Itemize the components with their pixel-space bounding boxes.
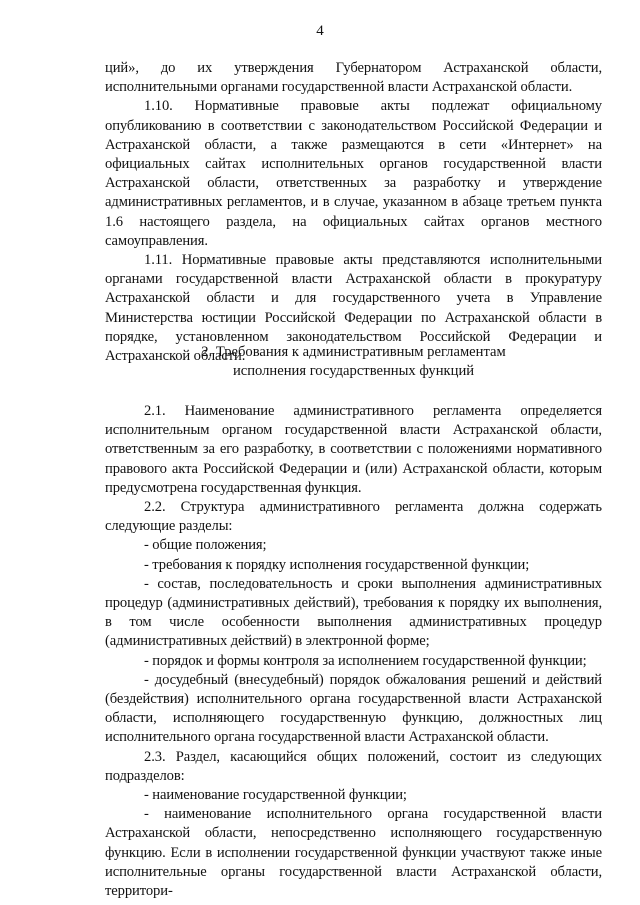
list-item-control: - порядок и формы контроля за исполнением государственной функции; — [144, 652, 587, 669]
paragraph-1-11: 1.11. Нормативные правовые акты представляются исполнительными органами государственной власти Астраханской области в прокуратуру Астраханской области и для государственного учета в Управление Министерства юстиции Российской Федерации по Астраханской области в порядке, установленном законодательством Российской Федерации и Астраханской области. — [105, 252, 602, 365]
page-number: 4 — [316, 23, 324, 39]
paragraph-continuation: ций», до их утверждения Губернатором Астраханской области, исполнительными органами государственной власти Астраханской области. — [105, 60, 602, 96]
paragraph-1-10: 1.10. Нормативные правовые акты подлежат официальному опубликованию в соответствии с законодательством Российской Федерации и Астраханской области, а также размещаются в сети «Интернет» на официальных сайтах исполнительных органов государственной власти Астраханской области, ответственных за разработку и утверждение административных регламентов, и в случае, указанном в абзаце третьем пункта 1.6 настоящего раздела, на официальных сайтах органов местного самоуправления. — [105, 98, 602, 249]
list-item-general-provisions: - общие положения; — [144, 537, 267, 554]
text-block-section1-end — [105, 59, 602, 366]
list-item-appeal: - досудебный (внесудебный) порядок обжалования решений и действий (бездействия) исполнительного органа государственной власти Астраханской области, исполняющего государственную функцию, должностных лиц исполнительного органа государственной власти Астраханской области. — [105, 671, 602, 746]
section-2-heading — [105, 343, 602, 381]
section-2-heading-line1: 2. Требования к административным регламентам — [201, 344, 506, 360]
list-item-function-name: - наименование государственной функции; — [144, 787, 407, 804]
list-item-requirements: - требования к порядку исполнения государственной функции; — [144, 556, 530, 573]
text-block-section2 — [105, 402, 602, 901]
paragraph-2-1: 2.1. Наименование административного регламента определяется исполнительным органом государственной власти Астраханской области, ответственным за его разработку, в соответствии с положениями нормативного правового акта Российской Федерации и (или) Астраханской области, которым предусмотрена государственная функция. — [105, 403, 602, 496]
paragraph-2-2: 2.2. Структура административного регламента должна содержать следующие разделы: — [105, 499, 602, 535]
list-item-procedures: - состав, последовательность и сроки выполнения административных процедур (административных действий), требования к порядку их выполнения, в том числе особенности выполнения административных процедур (административных действий) в электронной форме; — [105, 575, 602, 650]
section-2-heading-line2: исполнения государственных функций — [232, 363, 475, 380]
paragraph-2-3: 2.3. Раздел, касающийся общих положений, состоит из следующих подразделов: — [105, 748, 602, 784]
list-item-executive-body: - наименование исполнительного органа государственной власти Астраханской области, непосредственно исполняющего государственную функцию. Если в исполнении государственной функции участвуют также иные исполнительные органы государственной власти Астраханской области, территори- — [105, 806, 602, 900]
